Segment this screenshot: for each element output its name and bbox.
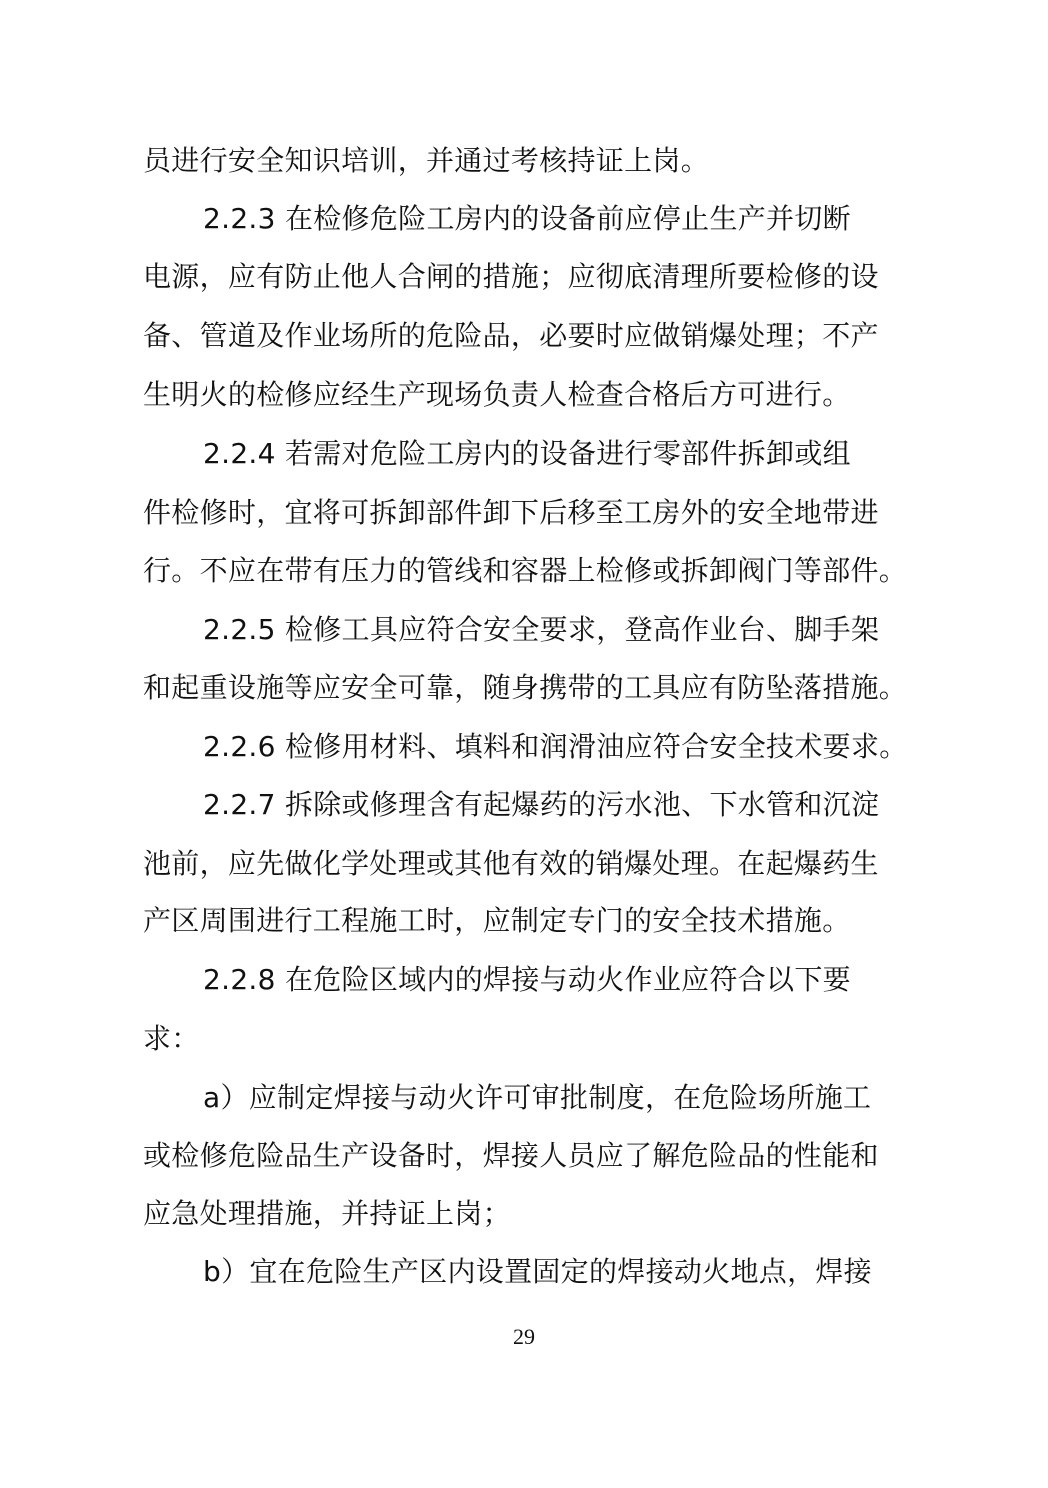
text-line: 应急处理措施，并持证上岗； <box>143 1197 511 1230</box>
text-line: 电源，应有防止他人合闸的措施；应彻底清理所要检修的设 <box>143 260 879 293</box>
text-line: 2.2.5 检修工具应符合安全要求，登高作业台、脚手架 <box>203 613 880 646</box>
text-line: 2.2.8 在危险区域内的焊接与动火作业应符合以下要 <box>203 963 851 996</box>
text-line: 备、管道及作业场所的危险品，必要时应做销爆处理；不产 <box>143 319 879 352</box>
text-line: 行。不应在带有压力的管线和容器上检修或拆卸阀门等部件。 <box>143 554 908 587</box>
text-line: 求： <box>143 1022 200 1055</box>
text-line: 池前，应先做化学处理或其他有效的销爆处理。在起爆药生 <box>143 847 879 880</box>
page-number: 29 <box>513 1324 535 1349</box>
text-line: 或检修危险品生产设备时，焊接人员应了解危险品的性能和 <box>143 1139 879 1172</box>
text-line: 2.2.3 在检修危险工房内的设备前应停止生产并切断 <box>203 202 851 235</box>
text-line: 产区周围进行工程施工时，应制定专门的安全技术措施。 <box>143 904 851 937</box>
text-line: 2.2.6 检修用材料、填料和润滑油应符合安全技术要求。 <box>203 730 908 763</box>
text-line: 和起重设施等应安全可靠，随身携带的工具应有防坠落措施。 <box>143 671 908 704</box>
text-line: 生明火的检修应经生产现场负责人检查合格后方可进行。 <box>143 378 851 411</box>
text-line: 件检修时，宜将可拆卸部件卸下后移至工房外的安全地带进 <box>143 496 879 529</box>
text-line: 2.2.7 拆除或修理含有起爆药的污水池、下水管和沉淀 <box>203 788 880 821</box>
text-line: 员进行安全知识培训，并通过考核持证上岗。 <box>143 144 710 177</box>
text-line: b）宜在危险生产区内设置固定的焊接动火地点，焊接 <box>203 1255 872 1288</box>
text-line: 2.2.4 若需对危险工房内的设备进行零部件拆卸或组 <box>203 437 851 470</box>
text-line: a）应制定焊接与动火许可审批制度，在危险场所施工 <box>203 1081 872 1114</box>
